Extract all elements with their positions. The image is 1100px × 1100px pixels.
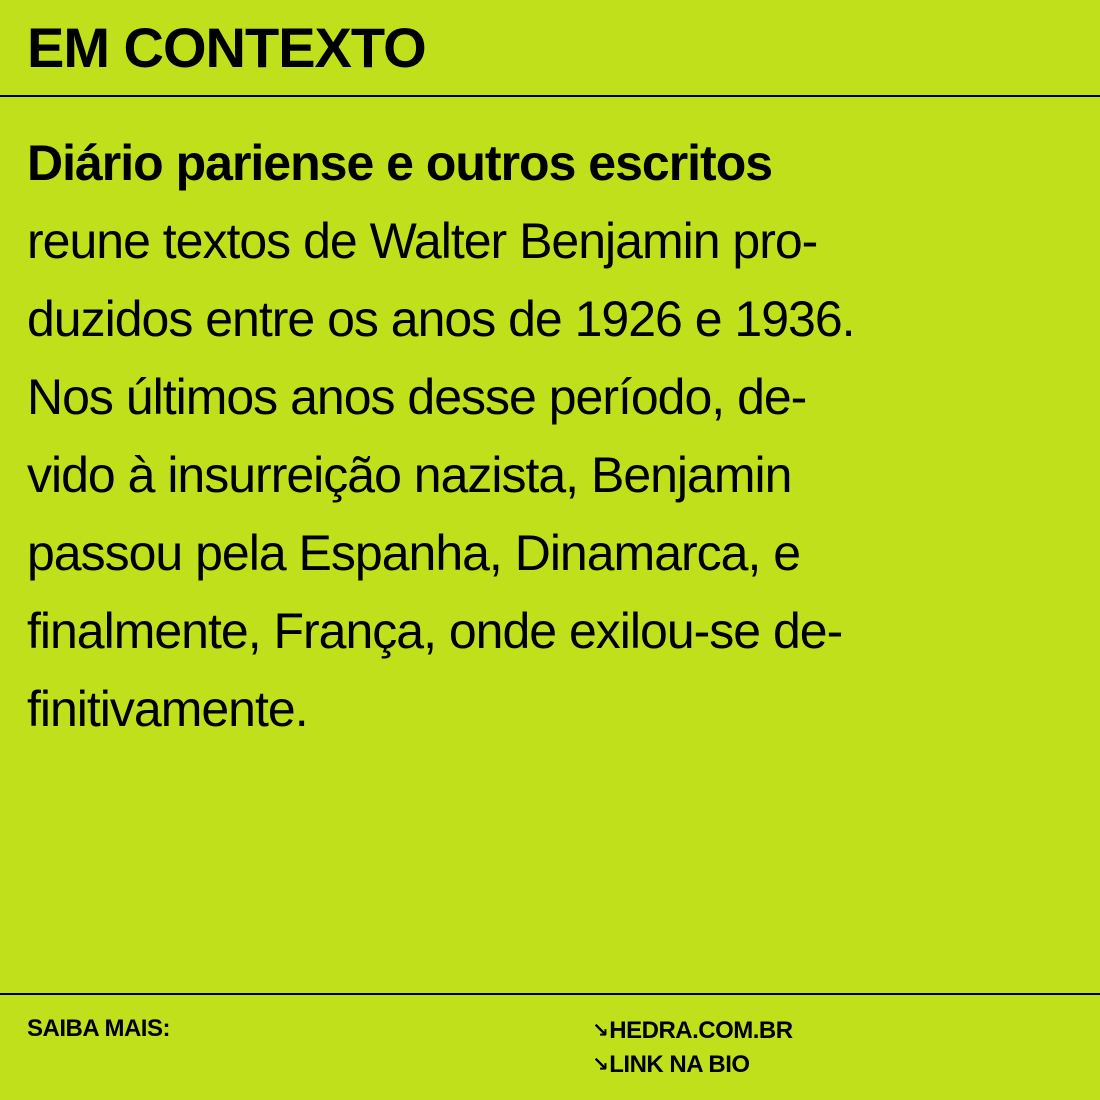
arrow-down-right-icon: ↘ xyxy=(592,1020,609,1042)
paragraph-line: finalmente, França, onde exilou-se de- xyxy=(27,603,843,659)
link-na-bio-link[interactable] xyxy=(592,1048,793,1082)
paragraph-line: finitivamente. xyxy=(27,681,308,737)
paragraph-line: vido à insurreição nazista, Benjamin xyxy=(27,447,792,503)
hedra-website-link-label: HEDRA.COM.BR xyxy=(609,1017,793,1044)
footer-links xyxy=(592,1014,793,1082)
saiba-mais-label: SAIBA MAIS: xyxy=(27,1015,170,1042)
arrow-down-right-icon: ↘ xyxy=(592,1054,609,1076)
footer-divider xyxy=(0,993,1100,995)
paragraph-line: duzidos entre os anos de 1926 e 1936. xyxy=(27,291,855,347)
link-na-bio-label: LINK NA BIO xyxy=(609,1051,750,1078)
hedra-website-link[interactable] xyxy=(592,1014,793,1048)
paragraph-line: Nos últimos anos desse período, de- xyxy=(27,369,807,425)
context-paragraph xyxy=(27,124,1087,748)
paragraph-line: reune textos de Walter Benjamin pro- xyxy=(27,213,818,269)
page-title: EM CONTEXTO xyxy=(27,16,426,79)
book-title: Diário pariense e outros escritos xyxy=(27,135,773,191)
paragraph-line: passou pela Espanha, Dinamarca, e xyxy=(27,525,801,581)
header-divider xyxy=(0,95,1100,97)
